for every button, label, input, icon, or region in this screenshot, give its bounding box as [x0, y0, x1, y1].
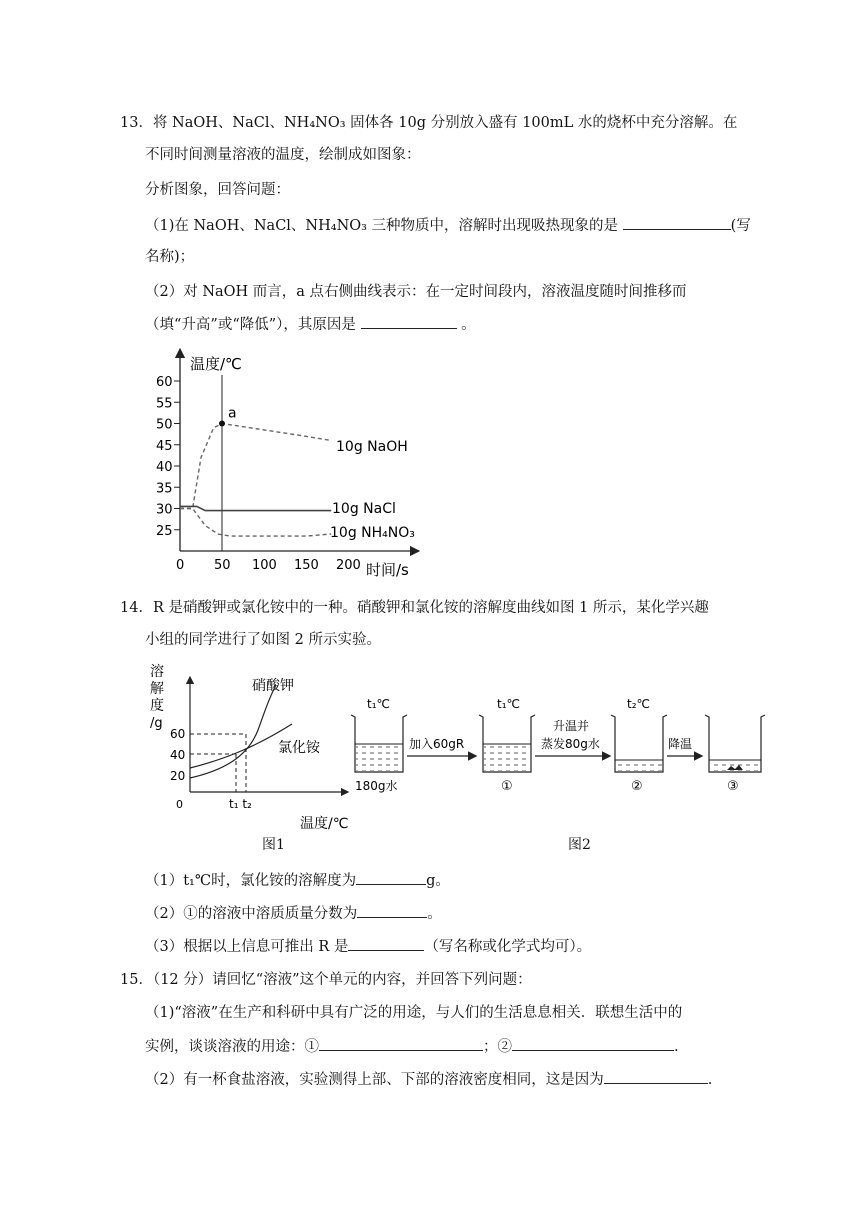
q13-part2-text: （填“升高”或“降低”），其原因是	[145, 317, 356, 333]
y-label-1: 溶	[150, 664, 164, 680]
q13-part2-end: 。	[461, 317, 476, 333]
series-line-1	[180, 506, 331, 510]
period: .	[674, 1039, 679, 1055]
q13-part2-cont	[145, 314, 476, 335]
x-tick-label: 0	[176, 558, 185, 573]
q14-line1: 14．R 是硝酸钾或氯化铵中的一种。硝酸钾和氯化铵的溶解度曲线如图 1 所示，某化学兴趣	[120, 600, 709, 616]
circled-one: ①	[183, 906, 198, 922]
y-tick-label: 30	[156, 502, 173, 518]
q14-part1-unit: g。	[426, 873, 450, 889]
answer-blank[interactable]	[623, 215, 731, 230]
q15-line1: 15．（12 分）请回忆“溶液”这个单元的内容，并回答下列问题：	[120, 972, 532, 988]
y-tick-label: 35	[156, 481, 173, 497]
beaker-initial-label: 180g水	[355, 779, 398, 793]
answer-blank[interactable]	[604, 1069, 708, 1084]
beaker-1-label: ①	[501, 779, 513, 794]
series-label-nacl: 10g NaCl	[332, 501, 396, 517]
beaker-2-label: ②	[631, 779, 643, 794]
temperature-time-chart	[150, 345, 440, 585]
circled-one: ①	[304, 1039, 319, 1055]
q15-part1-text: 实例，谈谈溶液的用途：	[145, 1039, 305, 1055]
arrow-add-r-label: 加入60gR	[409, 737, 465, 751]
figure-1-caption: 图1	[262, 837, 285, 853]
q14-part2-text: 的溶液中溶质质量分数为	[197, 906, 358, 922]
q14-line2: 小组的同学进行了如图 2 所示实验。	[145, 632, 381, 648]
q13-line1: 13．将 NaOH、NaCl、NH₄NO₃ 固体各 10g 分别放入盛有 100mL 水的烧杯中充分溶解。在	[120, 115, 738, 131]
y-tick-label: 40	[156, 460, 173, 475]
y-tick-label: 45	[156, 438, 173, 454]
beaker-1	[479, 697, 535, 794]
beaker-initial-temp: t₁℃	[367, 697, 390, 711]
beaker-3-label: ③	[727, 779, 739, 794]
x-tick-label: 150	[294, 558, 319, 573]
beaker-2	[611, 697, 667, 794]
arrow-heat-label-1: 升温并	[553, 719, 590, 733]
q15-part2	[145, 1069, 712, 1090]
y-tick-label: 50	[156, 417, 173, 433]
q15-part2-text: （2）有一杯食盐溶液，实验测得上部、下部的溶液密度相同，这是因为	[145, 1072, 604, 1088]
x-tick-label: 200	[336, 558, 361, 573]
figure-2-caption: 图2	[568, 837, 591, 853]
q13-line2: 不同时间测量溶液的温度，绘制成如图象：	[145, 147, 421, 163]
q13-part1-cont: 名称)；	[145, 249, 195, 265]
point-a-label: a	[228, 405, 237, 422]
x-tick-label: 100	[252, 558, 277, 573]
y-tick-label: 55	[156, 396, 173, 412]
y-tick-0: 0	[176, 798, 183, 811]
series-line-2	[180, 509, 331, 537]
answer-blank[interactable]	[319, 1036, 483, 1051]
q13-part1-text: （1)在 NaOH、NaCl、NH₄NO₃ 三种物质中，溶解时出现吸热现象的是	[145, 218, 619, 234]
kno3-label: 硝酸钾	[252, 678, 294, 694]
nh4cl-curve	[190, 724, 292, 768]
q14-part3-end: （写名称或化学式均可）。	[424, 939, 592, 955]
q14-part1	[145, 870, 450, 891]
q13-part2: （2）对 NaOH 而言，a 点右侧曲线表示：在一定时间段内，溶液温度随时间推移而	[145, 284, 687, 300]
q13-part1-tail: (写	[730, 218, 751, 234]
y-axis-label: 温度/℃	[190, 355, 242, 373]
y-label-2: 解	[150, 681, 164, 697]
y-label-3: 度	[150, 698, 164, 714]
q15-part1: （1)“溶液”在生产和科研中具有广泛的用途，与人们的生活息息相关．联想生活中的	[145, 1005, 683, 1021]
answer-blank[interactable]	[356, 870, 426, 885]
beaker-1-temp: t₁℃	[497, 697, 520, 711]
arrow-heat-label-2: 蒸发80g水	[541, 737, 600, 751]
x-axis-label: 时间/s	[366, 561, 409, 579]
y-label-4: /g	[150, 716, 163, 731]
x-ticks-t1-t2: t₁ t₂	[229, 797, 252, 811]
semicolon: ；	[483, 1039, 498, 1055]
q14-part3-text: （3）根据以上信息可推出 R 是	[145, 939, 349, 955]
beaker-2-temp: t₂℃	[627, 697, 650, 711]
q15-part1-cont	[145, 1036, 679, 1057]
q13-part1	[145, 215, 751, 236]
beaker-initial	[351, 697, 407, 793]
y-tick-60: 60	[170, 727, 186, 741]
series-label-naoh: 10g NaOH	[336, 439, 408, 455]
q14-part3	[145, 936, 591, 957]
answer-blank[interactable]	[361, 314, 457, 329]
q14-part2-prefix: （2）	[145, 906, 184, 922]
x-tick-label: 50	[214, 558, 231, 573]
y-tick-label: 60	[156, 375, 173, 390]
x-axis-label: 温度/℃	[300, 816, 349, 832]
q15-part2-end: .	[707, 1072, 713, 1088]
q14-part2	[145, 903, 442, 924]
y-tick-20: 20	[170, 769, 186, 783]
q14-part2-end: 。	[427, 906, 442, 922]
series-line-0	[180, 424, 331, 509]
q14-part1-text: （1）t₁℃时，氯化铵的溶解度为	[145, 873, 357, 889]
circled-two: ②	[497, 1039, 512, 1055]
beaker-3	[705, 715, 765, 794]
arrow-cool-label: 降温	[668, 737, 693, 751]
answer-blank[interactable]	[348, 936, 424, 951]
answer-blank[interactable]	[512, 1036, 674, 1051]
y-tick-label: 25	[156, 523, 173, 539]
series-label-nh4no3: 10g NH₄NO₃	[330, 525, 415, 541]
y-tick-40: 40	[170, 748, 186, 762]
beaker-experiment-figure	[345, 690, 775, 810]
q13-line3: 分析图象，回答问题：	[145, 182, 290, 198]
nh4cl-label: 氯化铵	[278, 740, 320, 756]
point-a	[219, 421, 225, 427]
answer-blank[interactable]	[357, 903, 427, 918]
solubility-curve-figure	[140, 660, 350, 850]
